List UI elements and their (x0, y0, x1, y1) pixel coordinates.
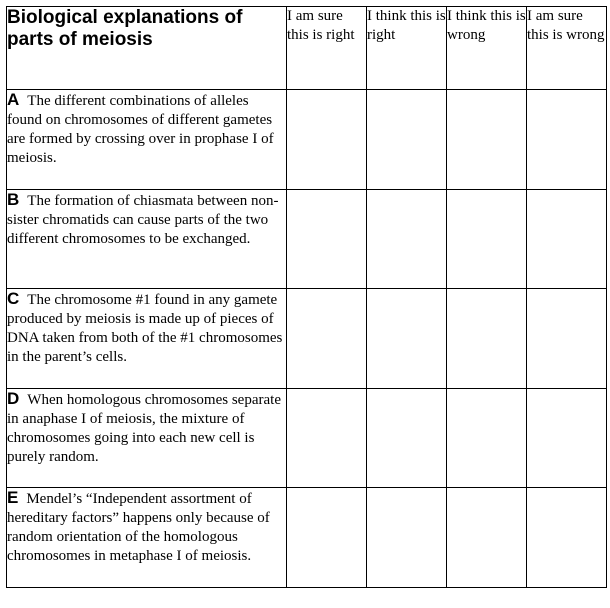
statement-row-a (7, 90, 607, 190)
statement-text: The chromosome #1 found in any gamete produced by meiosis is made up of pieces of DNA taken from both of the #1 chromosomes in the parent’s cells. (7, 292, 283, 365)
answer-b-think-wrong[interactable] (447, 189, 527, 289)
statement-letter: D (7, 388, 20, 408)
answer-a-sure-wrong[interactable] (527, 90, 607, 190)
statement-letter: C (7, 289, 20, 308)
statement-cell (7, 388, 287, 488)
option-header-think-right: I think this is right (367, 7, 447, 90)
statement-text: The different combinations of alleles found on chromosomes of different gametes are formed by crossing over in prophase I of meiosis. (7, 93, 274, 166)
answer-a-think-wrong[interactable] (447, 90, 527, 190)
answer-d-think-right[interactable] (367, 388, 447, 488)
answer-d-sure-wrong[interactable] (527, 388, 607, 488)
option-header-sure-wrong: I am sure this is wrong (527, 7, 607, 90)
statement-letter: A (7, 90, 20, 109)
answer-e-think-wrong[interactable] (447, 488, 527, 588)
answer-e-think-right[interactable] (367, 488, 447, 588)
statement-cell (7, 189, 287, 289)
answer-c-sure-right[interactable] (287, 289, 367, 389)
statement-cell (7, 488, 287, 588)
table-title: Biological explanations of parts of meiosis (7, 7, 287, 90)
statement-cell (7, 289, 287, 389)
answer-b-think-right[interactable] (367, 189, 447, 289)
statement-text: The formation of chiasmata between non-sister chromatids can cause parts of the two different chromosomes to be exchanged. (7, 192, 279, 247)
statement-letter: B (7, 189, 20, 209)
answer-c-think-wrong[interactable] (447, 289, 527, 389)
statement-row-d (7, 388, 607, 488)
statement-row-b (7, 189, 607, 289)
answer-a-think-right[interactable] (367, 90, 447, 190)
statement-row-e (7, 488, 607, 588)
answer-e-sure-right[interactable] (287, 488, 367, 588)
answer-d-sure-right[interactable] (287, 388, 367, 488)
answer-b-sure-wrong[interactable] (527, 189, 607, 289)
statement-row-c (7, 289, 607, 389)
option-header-think-wrong: I think this is wrong (447, 7, 527, 90)
option-header-sure-right: I am sure this is right (287, 7, 367, 90)
statement-cell (7, 90, 287, 190)
header-row (7, 7, 607, 90)
meiosis-worksheet-table (6, 6, 607, 588)
answer-b-sure-right[interactable] (287, 189, 367, 289)
answer-c-think-right[interactable] (367, 289, 447, 389)
answer-a-sure-right[interactable] (287, 90, 367, 190)
statement-letter: E (7, 488, 19, 507)
statement-text: Mendel’s “Independent assortment of hereditary factors” happens only because of random orientation of the homologous chromosomes in metaphase I of meiosis. (7, 491, 270, 564)
statement-text: When homologous chromosomes separate in anaphase I of meiosis, the mixture of chromosomes going into each new cell is purely random. (7, 391, 281, 465)
answer-d-think-wrong[interactable] (447, 388, 527, 488)
answer-e-sure-wrong[interactable] (527, 488, 607, 588)
answer-c-sure-wrong[interactable] (527, 289, 607, 389)
